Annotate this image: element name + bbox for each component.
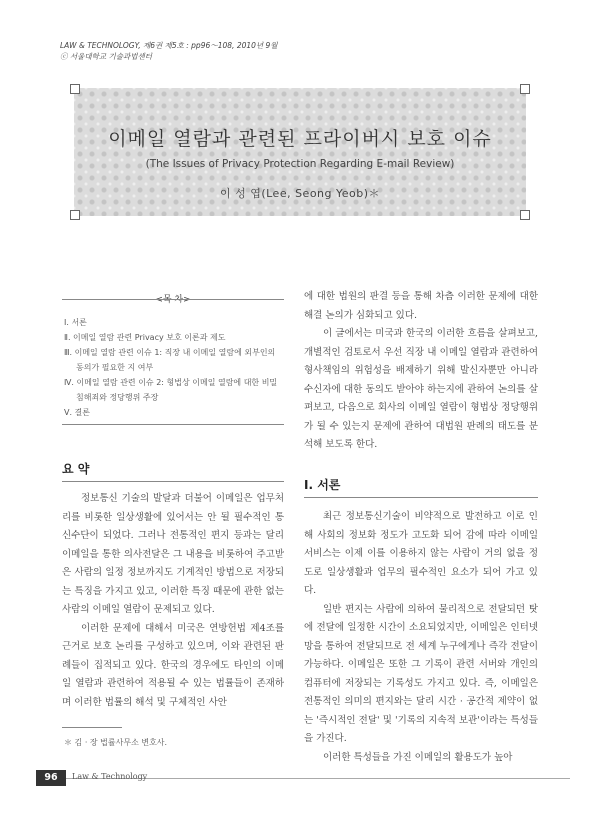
intro-heading: Ⅰ. 서론	[304, 478, 341, 492]
toc-item: Ⅱ. 이메일 열람 관련 Privacy 보호 이론과 제도	[64, 333, 226, 342]
journal-copyright: ⓒ 서울대학교 기술과법센터	[60, 52, 152, 61]
toc-item: Ⅴ. 결론	[64, 408, 91, 417]
intro-body	[304, 508, 538, 767]
footnote: ＊ 김 · 장 법률사무소 변호사.	[64, 738, 168, 747]
toc-heading: <목 차>	[155, 295, 191, 305]
page-number: 96	[36, 770, 66, 786]
intro-paragraph: 일반 편지는 사람에 의하여 물리적으로 전달되던 탓에 전달에 일정한 시간이 소요되었지만, 이메일은 인터넷망을 통하여 전달되므로 전 세계 누구에게나 즉각 전달이 가능하다. 이메일은 또한 그 기록이 관련 서버와 개인의 컴퓨터에 저장되는 기록성도 가지고 있다. 즉, 이메일은 전통적인 의미의 편지와는 달리 시간 · 공간적 제약이 없는 '즉시적인 전달' 및 '기록의 지속적 보관'이라는 특성들을 가진다.	[304, 603, 538, 744]
intro-rule	[304, 497, 538, 498]
running-footer: Law & Technology	[72, 772, 148, 781]
body-paragraph: 에 대한 법원의 판결 등을 통해 차츰 이러한 문제에 대한 해결 논의가 심화되고 있다.	[304, 291, 538, 321]
table-of-contents	[62, 292, 284, 420]
toc-item: Ⅰ. 서론	[64, 318, 87, 327]
intro-paragraph: 최근 정보통신기술이 비약적으로 발전하고 이로 인해 사회의 정보화 정도가 고도화 되어 감에 따라 이메일 서비스는 이제 이를 이용하지 않는 사람이 거의 없을 정도로 일상생활과 업무의 필수적인 요소가 되어 가고 있다.	[304, 511, 538, 596]
corner-mark	[70, 84, 80, 94]
paper-author: 이 성 엽(Lee, Seong Yeob)＊	[219, 187, 381, 200]
title-box	[74, 88, 526, 216]
journal-citation: LAW & TECHNOLOGY, 제6권 제5호 : pp96～108, 2010년 9월	[60, 41, 278, 50]
journal-header	[60, 40, 278, 62]
toc-item: Ⅳ. 이메일 열람 관련 이슈 2: 형법상 이메일 열람에 대한 비밀침해죄와 정당행위 주장	[64, 378, 278, 402]
toc-item: Ⅲ. 이메일 열람 관련 이슈 1: 직장 내 이메일 열람에 외부인의 동의가 필요한 지 여부	[64, 348, 276, 372]
footnote-rule	[62, 727, 122, 728]
intro-paragraph: 이러한 특성들을 가진 이메일의 활용도가 높아	[323, 751, 513, 763]
abstract-heading: 요 약	[62, 462, 90, 476]
corner-mark	[520, 84, 530, 94]
paper-title: 이메일 열람과 관련된 프라이버시 보호 이슈	[108, 128, 492, 150]
body-paragraph: 이 글에서는 미국과 한국의 이러한 흐름을 살펴보고, 개별적인 검토로서 우선 직장 내 이메일 열람과 관련하여 형사책임의 위험성을 배제하기 위해 발신자뿐만 아니라 수신자에 대한 동의도 받아야 하는지에 관하여 논의를 살펴보고, 다음으로 회사의 이메일 열람이 형법상 정당행위가 될 수 있는지 문제에 관하여 대법원 판례의 태도를 분석해 보도록 한다.	[304, 328, 538, 450]
abstract-rule	[62, 481, 284, 482]
paper-subtitle: (The Issues of Privacy Protection Regarding E-mail Review)	[145, 158, 455, 170]
abstract-body	[62, 490, 284, 712]
toc-frame	[62, 299, 284, 425]
right-column-top	[304, 288, 538, 455]
corner-mark	[70, 210, 80, 220]
corner-mark	[520, 210, 530, 220]
abstract-paragraph: 이러한 문제에 대해서 미국은 연방헌법 제4조를 근거로 보호 논리를 구성하고 있으며, 이와 관련된 판례들이 집적되고 있다. 한국의 경우에도 타인의 이메일 열람과 관련하여 적용될 수 있는 법률들이 존재하며 이러한 법률의 해석 및 구체적인 사안	[62, 622, 284, 708]
abstract-paragraph: 정보통신 기술의 발달과 더불어 이메일은 업무처리를 비롯한 일상생활에 있어서는 안 될 필수적인 통신수단이 되었다. 그러나 전통적인 편지 등과는 달리 이메일을 통한 의사전달은 그 내용을 비롯하여 주고받은 사람의 일정 정보까지도 기계적인 방법으로 저장되는 특징을 가지고 있고, 이러한 특징 때문에 관한 없는 사람의 이메일 열람이 문제되고 있다.	[62, 493, 284, 615]
